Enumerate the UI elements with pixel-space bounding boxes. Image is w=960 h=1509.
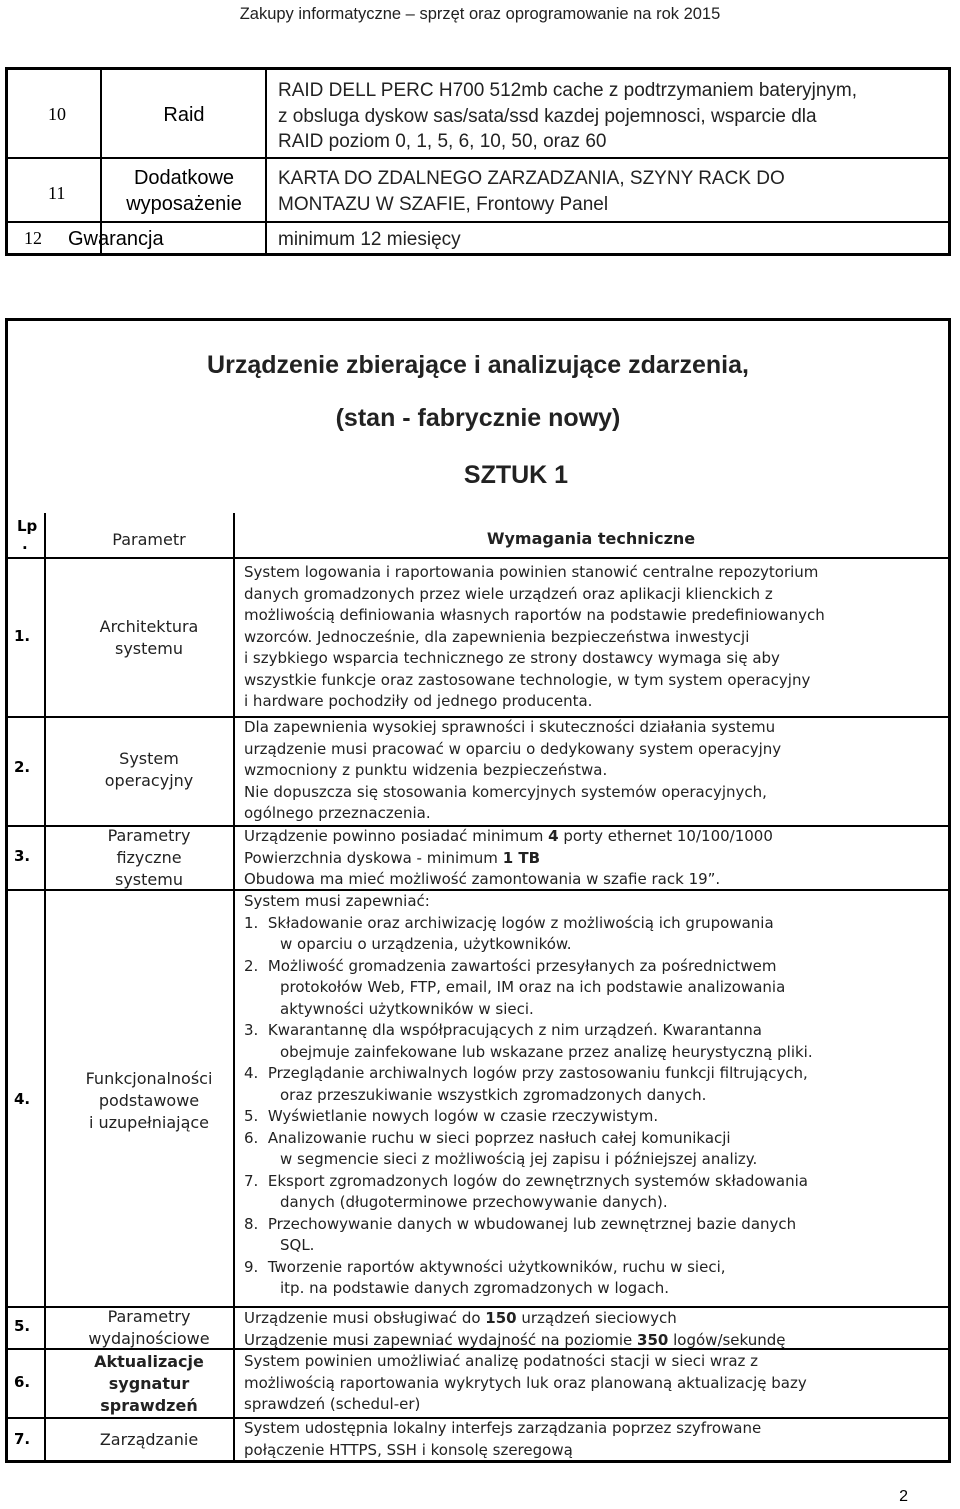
row-lp: 6. (14, 1373, 31, 1391)
row-param: Zarządzanie (99, 1430, 199, 1449)
header-lp: Lp (17, 517, 38, 535)
row-lp: 1. (14, 627, 31, 645)
row-label: Dodatkowe (133, 167, 235, 189)
row-param: Parametry wydajnościowe (88, 1307, 210, 1348)
row-value-line: RAID poziom 0, 1, 5, 6, 10, 50, oraz 60 (278, 131, 607, 152)
row-number: 10 (48, 104, 66, 124)
header-wymagania: Wymagania techniczne (486, 529, 696, 548)
row-label: Raid (163, 104, 205, 126)
row-requirements: System musi zapewniać: 1. Składowanie oraz archiwizację logów z możliwością ich grupowania w oparciu o urządzenia, użytkowników. 2. Możliwość gromadzenia zawartości przesyłanych za pośrednictwem protokołów Web, FTP, email, IM oraz na ich podstawie analizowania aktywności użytkowników w sieci. 3. Kwarantannę dla współpracujących z nim urządzeń. Kwarantanna obejmuje zainfekowane lub wskazane przez analizę heurystyczną pliki. 4. Przeglądanie archiwalnych logów przy zastosowaniu funkcji filtrujących, oraz przeszukiwanie wszystkich zgromadzonych danych. 5. Wyświetlanie nowych logów w czasie rzeczywistym. 6. Analizowanie ruchu w sieci poprzez nasłuch całej komunikacji w segmencie sieci z możliwością jej zapisu i późniejszej analizy. 7. Eksport zgromadzonych logów do zewnętrznych systemów składowania danych (długoterminowe przechowywanie danych). 8. Przechowywanie danych w wbudowanej lub zewnętrznej bazie danych SQL. 9. Tworzenie raportów aktywności użytkowników, ruchu w sieci, itp. na podstawie danych zgromadzonych w logach. (244, 892, 813, 1297)
row-param: Funkcjonalności podstawowe i uzupełniające (85, 1069, 213, 1132)
row-label: wyposażenie (126, 193, 242, 215)
row-divider (8, 557, 948, 559)
section-quantity: SZTUK 1 (463, 461, 569, 489)
device-spec-section (5, 318, 951, 1463)
column-divider (44, 513, 46, 1460)
row-param: System operacyjny (104, 749, 194, 790)
hardware-table-continued (5, 67, 951, 256)
row-value-line: minimum 12 miesięcy (278, 229, 461, 250)
row-divider (8, 157, 948, 159)
row-requirements: System powinien umożliwiać analizę podatności stacji w sieci wraz z możliwością raportowania wykrytych luk oraz planowaną aktualizację bazy sprawdzeń (schedul-er) (244, 1352, 807, 1413)
row-value-line: KARTA DO ZDALNEGO ZARZADZANIA, SZYNY RACK DO (278, 168, 785, 189)
row-lp: 2. (14, 758, 31, 776)
row-param: Aktualizacje sygnatur sprawdzeń (94, 1352, 204, 1415)
row-requirements: System logowania i raportowania powinien stanowić centralne repozytorium danych gromadzonych przez wiele urządzeń oraz aplikacji klienckich z możliwością definiowania własnych raportów na podstawie predefiniowanych wzorców. Jednocześnie, dla zapewnienia bezpieczeństwa inwestycji i szybkiego wsparcia technicznego ze strony dostawcy wymaga się aby wszystkie funkcje oraz zastosowane technologie, w tym system operacyjny i hardware pochodziły od jednego producenta. (244, 563, 825, 710)
row-divider (8, 221, 948, 223)
header-lp-dot: . (22, 535, 28, 553)
row-lp: 5. (14, 1317, 31, 1335)
section-subtitle: (stan - fabrycznie nowy) (335, 404, 621, 432)
row-requirements: System udostępnia lokalny interfejs zarządzania poprzez szyfrowane połączenie HTTPS, SSH i konsolę szeregową (244, 1419, 762, 1459)
row-value-line: z obsluga dyskow sas/sata/ssd kazdej pojemnosci, wsparcie dla (278, 106, 817, 127)
row-number: 11 (48, 183, 66, 203)
row-param: Parametry fizyczne systemu (107, 826, 191, 889)
row-requirements: Dla zapewnienia wysokiej sprawności i skuteczności działania systemu urządzenie musi pracować w oparciu o dedykowany system operacyjny wzmocniony z punktu widzenia bezpieczeństwa. Nie dopuszcza się stosowania komercyjnych systemów operacyjnych, ogólnego przeznaczenia. (244, 718, 782, 822)
row-value-line: MONTAZU W SZAFIE, Frontowy Panel (278, 194, 609, 215)
row-lp: 7. (14, 1430, 31, 1448)
header-parametr: Parametr (112, 530, 186, 549)
page-header: Zakupy informatyczne – sprzęt oraz oprogramowanie na rok 2015 (239, 5, 721, 23)
row-requirements: Urządzenie musi obsługiwać do 150 urządzeń sieciowych Urządzenie musi zapewniać wydajność na poziomie 350 logów/sekundę (244, 1309, 786, 1349)
column-divider (265, 70, 267, 253)
row-lp: 3. (14, 847, 31, 865)
page-number: 2 (899, 1488, 908, 1505)
row-label: Gwarancja (68, 228, 164, 250)
row-requirements: Urządzenie powinno posiadać minimum 4 porty ethernet 10/100/1000 Powierzchnia dyskowa - minimum 1 TB Obudowa ma mieć możliwość zamontowania w szafie rack 19”. (244, 827, 773, 888)
row-number: 12 (24, 228, 42, 248)
row-value-line: RAID DELL PERC H700 512mb cache z podtrzymaniem bateryjnym, (278, 80, 858, 101)
row-param: Architektura systemu (99, 617, 199, 658)
row-lp: 4. (14, 1090, 31, 1108)
section-title: Urządzenie zbierające i analizujące zdarzenia, (207, 351, 749, 379)
